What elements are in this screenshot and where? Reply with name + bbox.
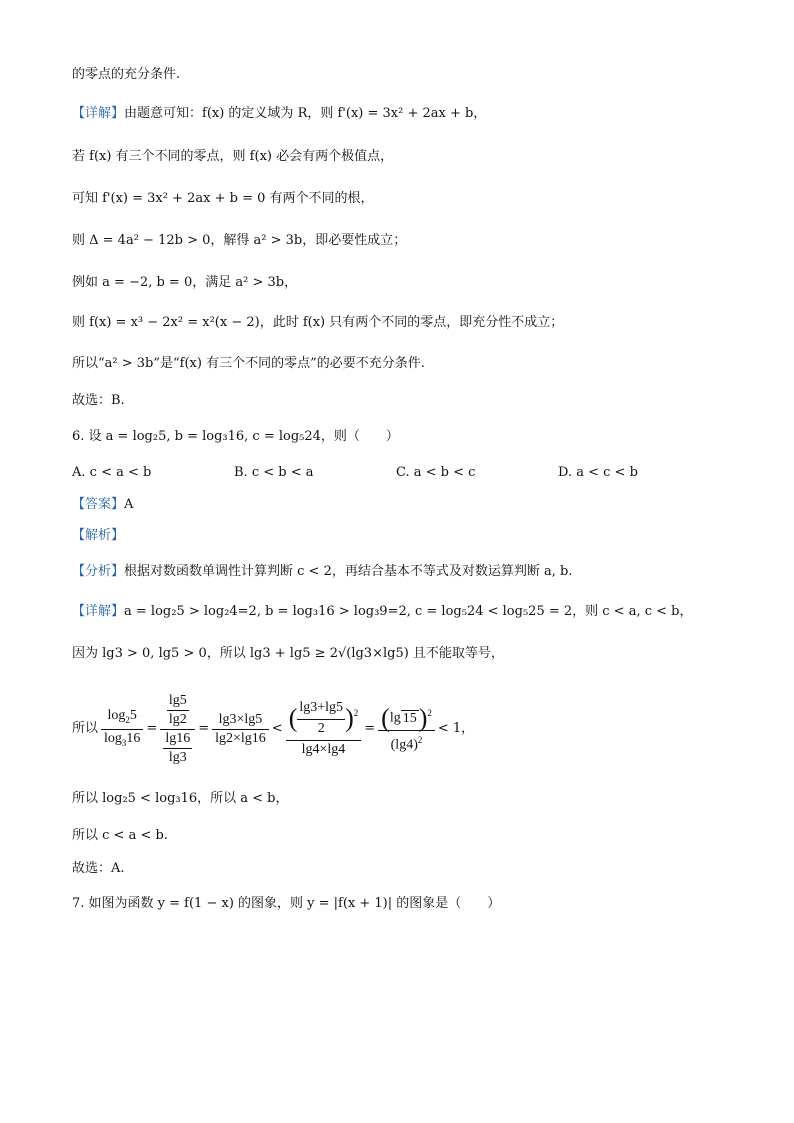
text-line: 则 Δ = 4a² − 12b > 0，解得 a² > 3b，即必要性成立； — [72, 233, 407, 248]
line-text: 根据对数函数单调性计算判断 c < 2，再结合基本不等式及对数运算判断 a, b. — [124, 564, 573, 579]
math-fraction: $\frac{\lg 3\times\lg 5}{\lg 2\times\lg 16}$ — [212, 711, 269, 748]
answer-line — [72, 496, 133, 514]
answer-value: A — [124, 497, 134, 512]
text-line — [72, 603, 693, 621]
fenxi-tag: 【分析】 — [72, 564, 125, 579]
text-line: 所以 log₂5 < log₃16，所以 a < b， — [72, 791, 289, 806]
line-suffix: < 1， — [437, 721, 475, 736]
math-fraction: $\frac{\log_25}{\log_316}$ — [101, 707, 143, 752]
text-line: 故选：B. — [72, 393, 125, 408]
option-c: C. a < b < c — [396, 465, 476, 480]
text-line: 所以 c < a < b. — [72, 828, 168, 843]
text-line: 例如 a = −2, b = 0，满足 a² > 3b， — [72, 275, 298, 290]
text-line: 若 f(x) 有三个不同的零点，则 f(x) 必会有两个极值点， — [72, 149, 394, 164]
text-line — [72, 563, 572, 581]
line-text: a = log₂5 > log₂4=2, b = log₃16 > log₃9=2, c = log₅24 < log₅25 = 2，则 c < a, c < b， — [124, 604, 693, 619]
text-line: 因为 lg3 > 0, lg5 > 0，所以 lg3 + lg5 ≥ 2√(lg3×lg5) 且不能取等号， — [72, 646, 504, 661]
option-b: B. c < b < a — [234, 465, 314, 480]
text-line: 所以“a² > 3b”是“f(x) 有三个不同的零点”的必要不充分条件. — [72, 356, 425, 371]
detail-tag: 【详解】 — [72, 106, 125, 121]
math-fraction: ( $\frac{\lg 3+\lg 5}{2}$ )$^2$ lg4×lg4 — [286, 699, 362, 759]
option-d: D. a < c < b — [558, 465, 638, 480]
text-line: 则 f(x) = x³ − 2x² = x²(x − 2)，此时 f(x) 只有两个不同的零点，即充分性不成立； — [72, 315, 564, 330]
option-a: A. c < a < b — [72, 465, 152, 480]
question-7: 7. 如图为函数 y = f(1 − x) 的图象，则 y = |f(x + 1)| 的图象是（ ） — [72, 896, 501, 911]
question-6: 6. 设 a = log₂5, b = log₃16, c = log₅24，则（ ） — [72, 429, 399, 444]
analysis-line — [72, 527, 124, 545]
line-prefix: 所以 — [72, 721, 99, 736]
math-fraction: $\frac{(\lg 15)^2}{(\lg 4)^2}$ — [378, 704, 435, 754]
answer-tag: 【答案】 — [72, 497, 125, 512]
text-line: 故选：A. — [72, 861, 125, 876]
fraction-line: 所以 $\frac{\log_25}{\log_316}$ = $\frac{\frac{\lg 5}{\lg 2}}{\frac{\lg 16}{\lg 3}}$ = $\frac{\lg 3\times\lg 5}{\lg 2\times\lg 16}$ < ( $\frac{\lg 3+\lg 5}{2}$ )$^2$ lg4×lg4 = $\frac{(\lg 15)^2}{(\lg 4)^2}$ < 1， — [72, 692, 475, 765]
line-text: 由题意可知：f(x) 的定义域为 R，则 f'(x) = 3x² + 2ax + b， — [124, 106, 487, 121]
text-line: 可知 f'(x) = 3x² + 2ax + b = 0 有两个不同的根， — [72, 191, 374, 206]
math-fraction: $\frac{\frac{\lg 5}{\lg 2}}{\frac{\lg 16}{\lg 3}}$ — [160, 692, 195, 767]
detail-tag: 【详解】 — [72, 604, 125, 619]
text-line: 的零点的充分条件. — [72, 67, 181, 82]
analysis-tag: 【解析】 — [72, 528, 125, 543]
text-line — [72, 105, 486, 123]
